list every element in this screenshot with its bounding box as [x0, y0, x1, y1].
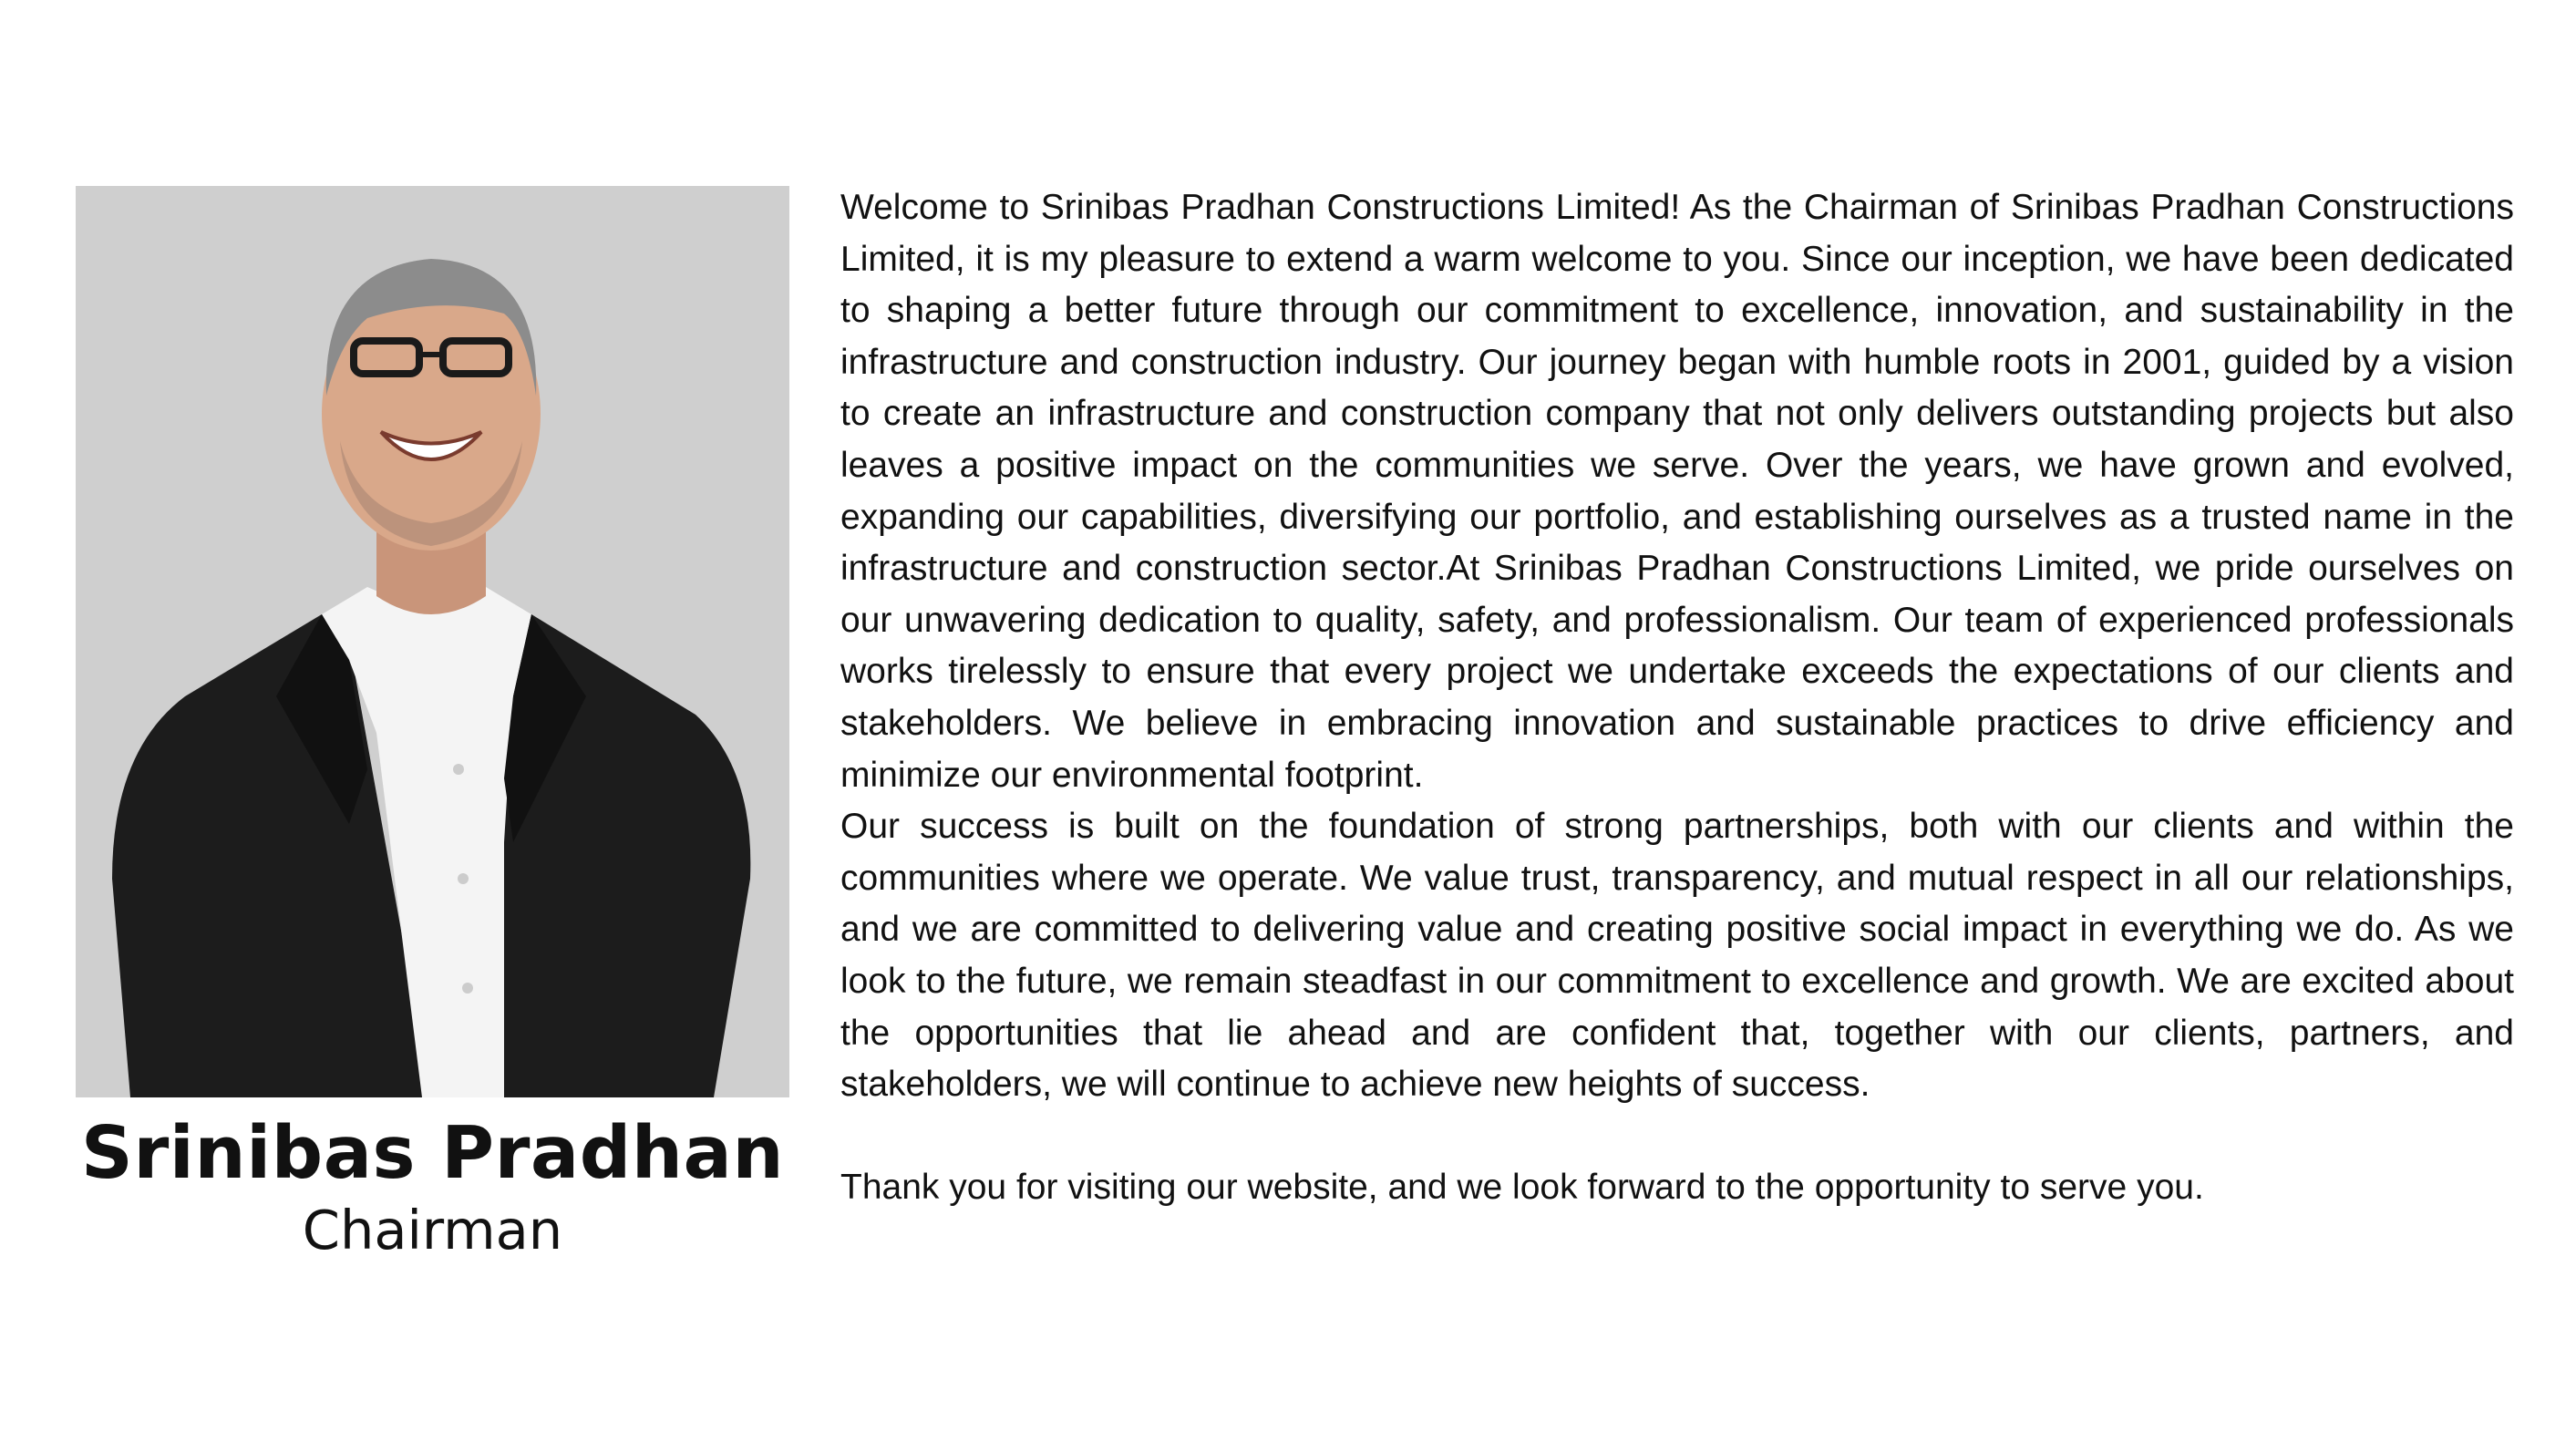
chairman-photo	[76, 186, 789, 1097]
message-paragraph-2: Our success is built on the foundation of strong partnerships, both with our clients and within the communities where we operate. We value trust, transparency, and mutual respect in all our relationships, and we are committed to delivering value and creating positive social impact in everything we do. As we look to the future, we remain steadfast in our commitment to excellence and growth. We are excited about the opportunities that lie ahead and are confident that, together with our clients, partners, and stakeholders, we will continue to achieve new heights of success.	[840, 807, 2514, 1105]
chairman-profile	[76, 186, 789, 1263]
chairman-name: Srinibas Pradhan	[80, 1111, 785, 1195]
message-closing: Thank you for visiting our website, and we look forward to the opportunity to serve you.	[840, 1168, 2204, 1208]
chairman-message	[840, 182, 2514, 1214]
chairman-role: Chairman	[302, 1198, 563, 1261]
paragraph-spacer	[840, 1111, 2514, 1163]
person-portrait-icon	[76, 186, 789, 1097]
message-paragraph-1: Welcome to Srinibas Pradhan Constructions Limited! As the Chairman of Srinibas Pradhan Constructions Limited, it is my pleasure to extend a warm welcome to you. Since our inception, we have been dedicated to shaping a better future through our commitment to excellence, innovation, and sustainability in the infrastructure and construction industry. Our journey began with humble roots in 2001, guided by a vision to create an infrastructure and construction company that not only delivers outstanding projects but also leaves a positive impact on the communities we serve. Over the years, we have grown and evolved, expanding our capabilities, diversifying our portfolio, and establishing ourselves as a trusted name in the infrastructure and construction sector.At Srinibas Pradhan Constructions Limited, we pride ourselves on our unwavering dedication to quality, safety, and professionalism. Our team of experienced professionals works tirelessly to ensure that every project we undertake exceeds the expectations of our clients and stakeholders. We believe in embracing innovation and sustainable practices to drive efficiency and minimize our environmental footprint.	[840, 188, 2514, 795]
